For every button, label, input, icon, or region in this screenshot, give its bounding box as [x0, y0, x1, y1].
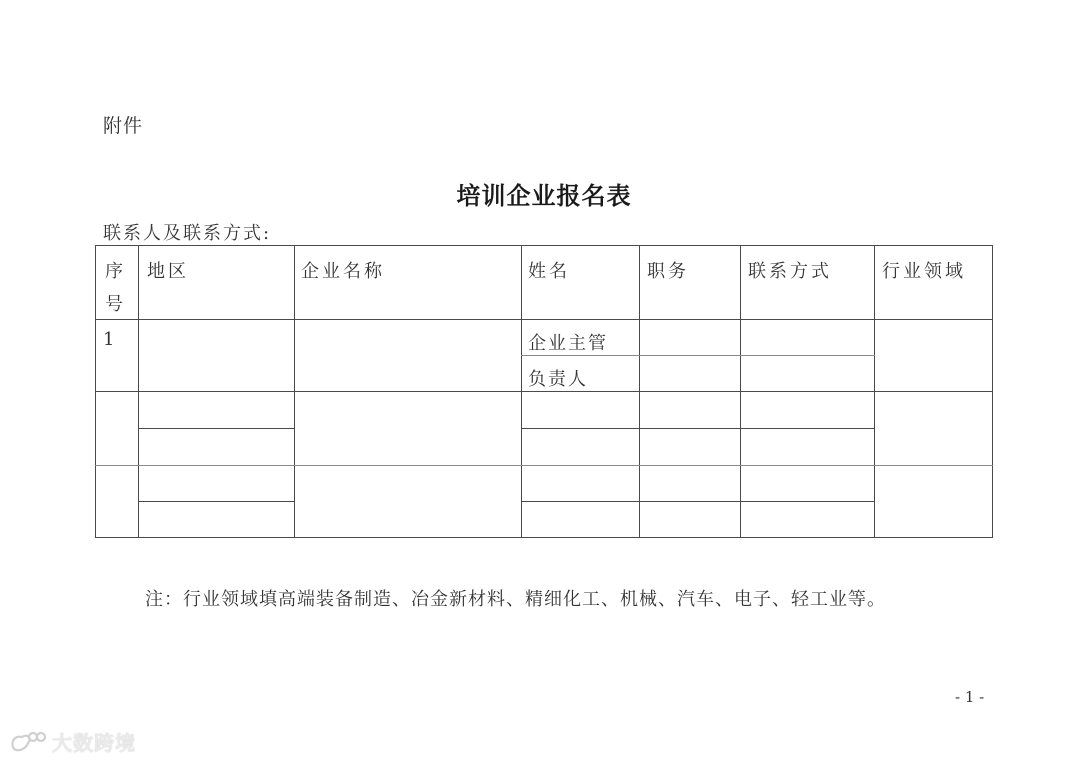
watermark — [8, 727, 136, 756]
header-region: 地区 — [147, 261, 189, 282]
header-seq-line2: 号 — [105, 294, 126, 315]
header-contact-method: 联系方式 — [748, 261, 832, 282]
table-grid-lines — [95, 245, 993, 538]
form-title: 培训企业报名表 — [456, 181, 632, 210]
page-number: - 1 - — [955, 688, 985, 706]
footnote: 注：行业领域填高端装备制造、冶金新材料、精细化工、机械、汽车、电子、轻工业等。 — [145, 589, 886, 610]
header-company-name: 企业名称 — [301, 261, 385, 282]
header-seq-line1: 序 — [105, 261, 126, 282]
row-1-name-line2: 负责人 — [528, 369, 588, 390]
header-industry: 行业领域 — [882, 261, 966, 282]
row-1-name-line1: 企业主管 — [528, 333, 608, 354]
header-name: 姓名 — [528, 261, 570, 282]
registration-table — [95, 245, 993, 538]
weibo-logo-icon — [8, 729, 48, 755]
watermark-text: 大数跨境 — [52, 731, 136, 755]
header-position: 职务 — [647, 261, 689, 282]
row-1-seq: 1 — [103, 329, 118, 350]
contact-label: 联系人及联系方式: — [103, 223, 272, 244]
attachment-label: 附件 — [103, 115, 144, 137]
